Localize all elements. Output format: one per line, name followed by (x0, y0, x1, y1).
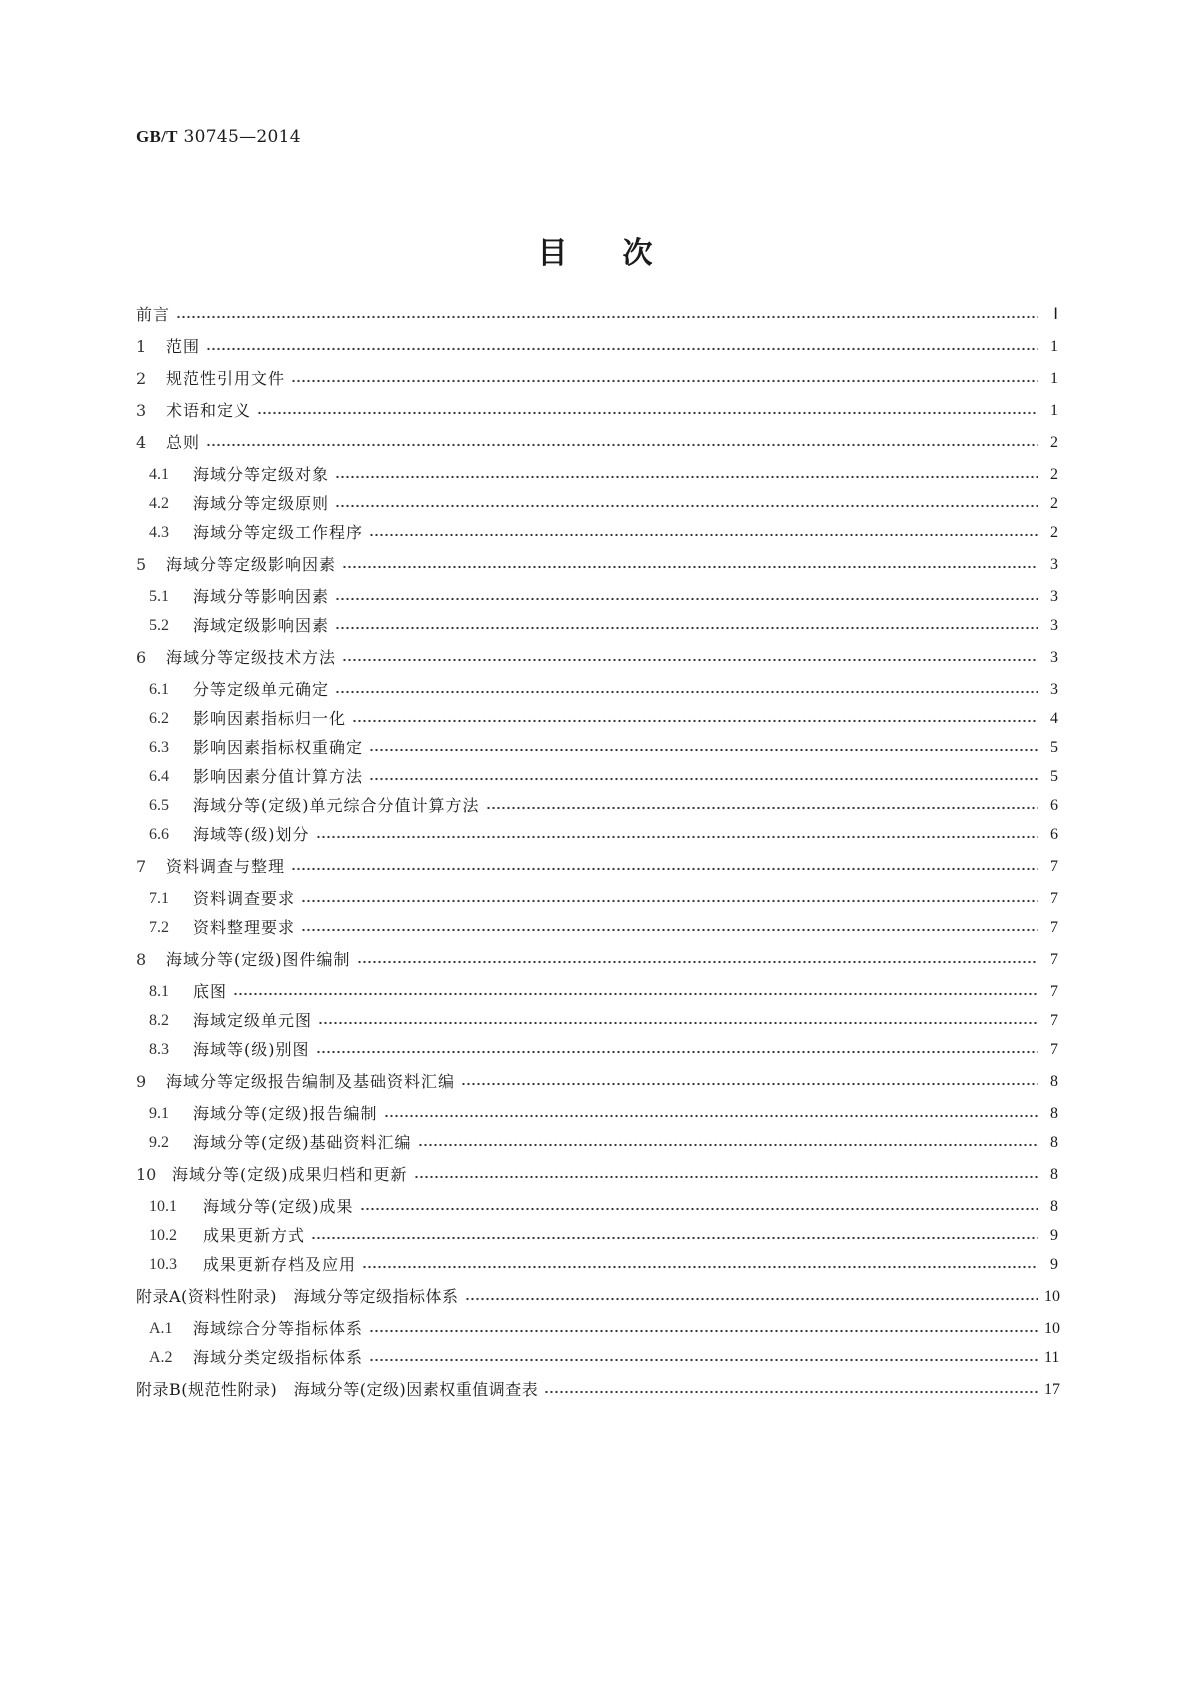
toc-entry[interactable] (149, 979, 1058, 1003)
toc-leader-dots (176, 315, 1038, 319)
toc-entry-page: 9 (1050, 1227, 1058, 1244)
toc-entry-page: 7 (1050, 919, 1058, 936)
toc-entry-text: 影响因素指标权重确定 (193, 738, 364, 757)
toc-entry-number: 10.3 (149, 1256, 177, 1273)
toc-entry[interactable] (149, 886, 1058, 910)
toc-entry-number: 6.3 (149, 739, 169, 756)
toc-entry-text: 范围 (166, 337, 201, 356)
toc-entry-number: 8.1 (149, 983, 169, 1000)
toc-leader-dots (369, 1329, 1038, 1333)
toc-leader-dots (369, 777, 1038, 781)
toc-entry-page: 4 (1050, 710, 1058, 727)
toc-entry[interactable] (149, 1194, 1058, 1218)
toc-entry-number: 6.6 (149, 826, 169, 843)
toc-entry[interactable] (149, 1037, 1058, 1061)
toc-leader-dots (301, 899, 1038, 903)
toc-entry-text: 底图 (193, 982, 228, 1001)
toc-entry-foreword[interactable] (136, 302, 1058, 326)
toc-entry-number: 4 (136, 433, 147, 452)
toc-entry-text: 海域等(级)划分 (193, 825, 310, 844)
toc-entry-number: 5 (136, 555, 147, 574)
toc-leader-dots (418, 1143, 1039, 1147)
toc-entry-page: 8 (1050, 1134, 1058, 1151)
toc-entry-number: 7.2 (149, 919, 169, 936)
toc-entry-text: 海域分等定级原则 (193, 494, 330, 513)
toc-entry-page: 2 (1050, 495, 1058, 512)
toc-entry-page: 11 (1044, 1349, 1060, 1366)
toc-entry-page: 7 (1050, 983, 1058, 1000)
toc-entry-text: 海域分等(定级)单元综合分值计算方法 (193, 796, 480, 815)
toc-entry[interactable] (149, 1345, 1058, 1369)
toc-leader-dots (291, 867, 1038, 871)
toc-entry-number: 2 (136, 369, 147, 388)
toc-entry-number: 10.2 (149, 1227, 177, 1244)
toc-entry-text: 成果更新存档及应用 (203, 1255, 357, 1274)
toc-entry-text: 海域分等影响因素 (193, 587, 330, 606)
toc-entry[interactable] (136, 398, 1058, 422)
toc-leader-dots (206, 347, 1038, 351)
toc-entry-number: 8.2 (149, 1012, 169, 1029)
toc-entry-number: A.1 (149, 1320, 173, 1337)
toc-entry-text: 规范性引用文件 (166, 369, 286, 388)
toc-entry[interactable] (149, 462, 1058, 486)
toc-entry-number: 6.4 (149, 768, 169, 785)
toc-entry-number: 6 (136, 648, 147, 667)
toc-entry-page: 5 (1050, 739, 1058, 756)
toc-entry[interactable] (149, 613, 1058, 637)
toc-entry[interactable] (149, 1008, 1058, 1032)
toc-entry[interactable] (149, 822, 1058, 846)
toc-entry-number: 9.2 (149, 1134, 169, 1151)
toc-entry-text: 海域分等定级报告编制及基础资料汇编 (166, 1072, 456, 1091)
toc-entry-text: 海域分等(定级)成果 (203, 1197, 354, 1216)
toc-entry-number: 1 (136, 337, 147, 356)
toc-entry-page: 3 (1050, 681, 1058, 698)
toc-entry-page: 10 (1044, 1288, 1060, 1305)
toc-entry[interactable] (149, 1130, 1058, 1154)
toc-entry-page: 10 (1044, 1320, 1060, 1337)
toc-entry[interactable] (136, 1162, 1058, 1186)
toc-entry-text: 海域分等定级对象 (193, 465, 330, 484)
toc-entry[interactable] (136, 947, 1058, 971)
toc-entry-text: 海域分等定级影响因素 (166, 555, 337, 574)
toc-entry-page: 3 (1050, 617, 1058, 634)
toc-entry-page: 1 (1050, 370, 1058, 387)
toc-entry-page: 7 (1050, 1012, 1058, 1029)
toc-entry-text: 资料整理要求 (193, 918, 296, 937)
toc-leader-dots (465, 1297, 1038, 1301)
toc-entry-number: 7.1 (149, 890, 169, 907)
toc-entry-number: 10 (136, 1165, 157, 1184)
toc-entry-number: 3 (136, 401, 147, 420)
toc-entry[interactable] (149, 1101, 1058, 1125)
toc-leader-dots (318, 1021, 1038, 1025)
toc-entry-page: 6 (1050, 797, 1058, 814)
toc-leader-dots (357, 960, 1039, 964)
standard-code (136, 127, 301, 147)
toc-entry-text: 海域分等(定级)图件编制 (166, 950, 351, 969)
toc-entry[interactable] (149, 793, 1058, 817)
toc-leader-dots (486, 806, 1039, 810)
toc-entry[interactable] (149, 584, 1058, 608)
toc-entry-page: 3 (1050, 588, 1058, 605)
toc-entry[interactable] (149, 764, 1058, 788)
toc-entry-text: 影响因素分值计算方法 (193, 767, 364, 786)
toc-leader-dots (342, 658, 1038, 662)
toc-entry-text: 前言 (136, 305, 171, 324)
toc-entry-number: A.2 (149, 1349, 173, 1366)
toc-entry-page: 3 (1050, 556, 1058, 573)
toc-entry[interactable] (136, 334, 1058, 358)
toc-entry-number: 7 (136, 857, 147, 876)
toc-entry-number: 8 (136, 950, 147, 969)
toc-entry-text: 资料调查与整理 (166, 857, 286, 876)
toc-entry-text: 海域定级影响因素 (193, 616, 330, 635)
toc-entry-text: 海域分等定级工作程序 (193, 523, 364, 542)
toc-entry[interactable] (136, 645, 1058, 669)
toc-entry[interactable] (149, 491, 1058, 515)
toc-entry-appendix-b[interactable] (136, 1377, 1058, 1401)
toc-leader-dots (362, 1265, 1038, 1269)
toc-entry-number: 4.3 (149, 524, 169, 541)
toc-entry[interactable] (136, 430, 1058, 454)
toc-leader-dots (369, 533, 1038, 537)
toc-leader-dots (206, 443, 1038, 447)
toc-entry-text: 资料调查要求 (193, 889, 296, 908)
toc-leader-dots (316, 835, 1039, 839)
toc-entry-number: 6.2 (149, 710, 169, 727)
standard-prefix: GB/T (136, 127, 178, 146)
toc-entry[interactable] (149, 1252, 1058, 1276)
toc-entry-page: 3 (1050, 649, 1058, 666)
toc-leader-dots (335, 475, 1038, 479)
toc-leader-dots (233, 992, 1038, 996)
toc-leader-dots (461, 1082, 1038, 1086)
toc-entry[interactable] (149, 915, 1058, 939)
toc-entry-text: 总则 (166, 433, 201, 452)
toc-entry-page: 8 (1050, 1073, 1058, 1090)
toc-entry[interactable] (136, 366, 1058, 390)
toc-entry-text: 海域分等(定级)基础资料汇编 (193, 1133, 412, 1152)
toc-entry-number: 4.2 (149, 495, 169, 512)
toc-entry[interactable] (136, 552, 1058, 576)
toc-leader-dots (352, 719, 1038, 723)
toc-entry-page: 2 (1050, 466, 1058, 483)
toc-entry-text: 海域等(级)别图 (193, 1040, 310, 1059)
toc-entry-page: 7 (1050, 858, 1058, 875)
toc-entry-text: 海域分等(定级)报告编制 (193, 1104, 378, 1123)
toc-entry[interactable] (149, 1316, 1058, 1340)
toc-entry-text: 海域分类定级指标体系 (193, 1348, 364, 1367)
toc-entry-page: 8 (1050, 1105, 1058, 1122)
toc-entry-number: 9.1 (149, 1105, 169, 1122)
toc-entry-text: 海域定级单元图 (193, 1011, 313, 1030)
toc-entry-appendix-a[interactable] (136, 1284, 1058, 1308)
toc-leader-dots (369, 748, 1038, 752)
toc-entry-text: 影响因素指标归一化 (193, 709, 347, 728)
toc-entry-text: 海域分等定级技术方法 (166, 648, 337, 667)
toc-entry-number: 10.1 (149, 1198, 177, 1215)
standard-number: 30745—2014 (177, 127, 301, 147)
toc-leader-dots (384, 1114, 1039, 1118)
toc-entry-page: 1 (1050, 402, 1058, 419)
toc-entry-page: 1 (1050, 338, 1058, 355)
toc-entry-number: 6.5 (149, 797, 169, 814)
toc-entry-page: 5 (1050, 768, 1058, 785)
toc-entry-text: 术语和定义 (166, 401, 252, 420)
toc-entry-page: 7 (1050, 1041, 1058, 1058)
toc-entry-page: 7 (1050, 890, 1058, 907)
toc-entry-text: 海域分等(定级)成果归档和更新 (172, 1165, 408, 1184)
toc-entry-page: 2 (1050, 434, 1058, 451)
toc-leader-dots (291, 379, 1038, 383)
toc-leader-dots (316, 1050, 1039, 1054)
toc-entry-number: 4.1 (149, 466, 169, 483)
toc-entry-number: 8.3 (149, 1041, 169, 1058)
toc-entry-text: 海域综合分等指标体系 (193, 1319, 364, 1338)
toc-entry-page: 8 (1050, 1198, 1058, 1215)
toc-leader-dots (301, 928, 1038, 932)
toc-leader-dots (335, 504, 1038, 508)
toc-leader-dots (360, 1207, 1039, 1211)
toc-entry-page: 6 (1050, 826, 1058, 843)
toc-entry-page: 8 (1050, 1166, 1058, 1183)
toc-entry[interactable] (136, 854, 1058, 878)
toc-entry-text: 分等定级单元确定 (193, 680, 330, 699)
toc-leader-dots (335, 597, 1038, 601)
toc-leader-dots (369, 1358, 1038, 1362)
toc-leader-dots (257, 411, 1038, 415)
toc-leader-dots (335, 626, 1038, 630)
toc-leader-dots (414, 1175, 1039, 1179)
toc-entry-text: 附录A(资料性附录) 海域分等定级指标体系 (136, 1287, 459, 1306)
toc-leader-dots (311, 1236, 1038, 1240)
toc-entry-number: 5.1 (149, 588, 169, 605)
toc-leader-dots (335, 690, 1038, 694)
toc-entry[interactable] (149, 1223, 1058, 1247)
toc-leader-dots (544, 1390, 1038, 1394)
toc-entry-page: 17 (1044, 1381, 1060, 1398)
toc-entry[interactable] (149, 677, 1058, 701)
toc-entry-text: 成果更新方式 (203, 1226, 306, 1245)
title-char-1: 目 (537, 236, 569, 271)
toc-entry-number: 5.2 (149, 617, 169, 634)
toc-entry-text: 附录B(规范性附录) 海域分等(定级)因素权重值调查表 (136, 1380, 539, 1399)
toc-entry-number: 6.1 (149, 681, 169, 698)
toc-entry[interactable] (149, 735, 1058, 759)
toc-entry-number: 9 (136, 1072, 147, 1091)
toc-entry-page: 9 (1050, 1256, 1058, 1273)
page-title (0, 228, 1191, 272)
toc-entry[interactable] (149, 520, 1058, 544)
title-char-2: 次 (622, 236, 654, 271)
toc-entry-page: 7 (1050, 951, 1058, 968)
toc-entry[interactable] (136, 1069, 1058, 1093)
toc-entry-page: Ⅰ (1053, 306, 1058, 323)
toc-leader-dots (342, 565, 1038, 569)
toc-entry[interactable] (149, 706, 1058, 730)
toc-entry-page: 2 (1050, 524, 1058, 541)
